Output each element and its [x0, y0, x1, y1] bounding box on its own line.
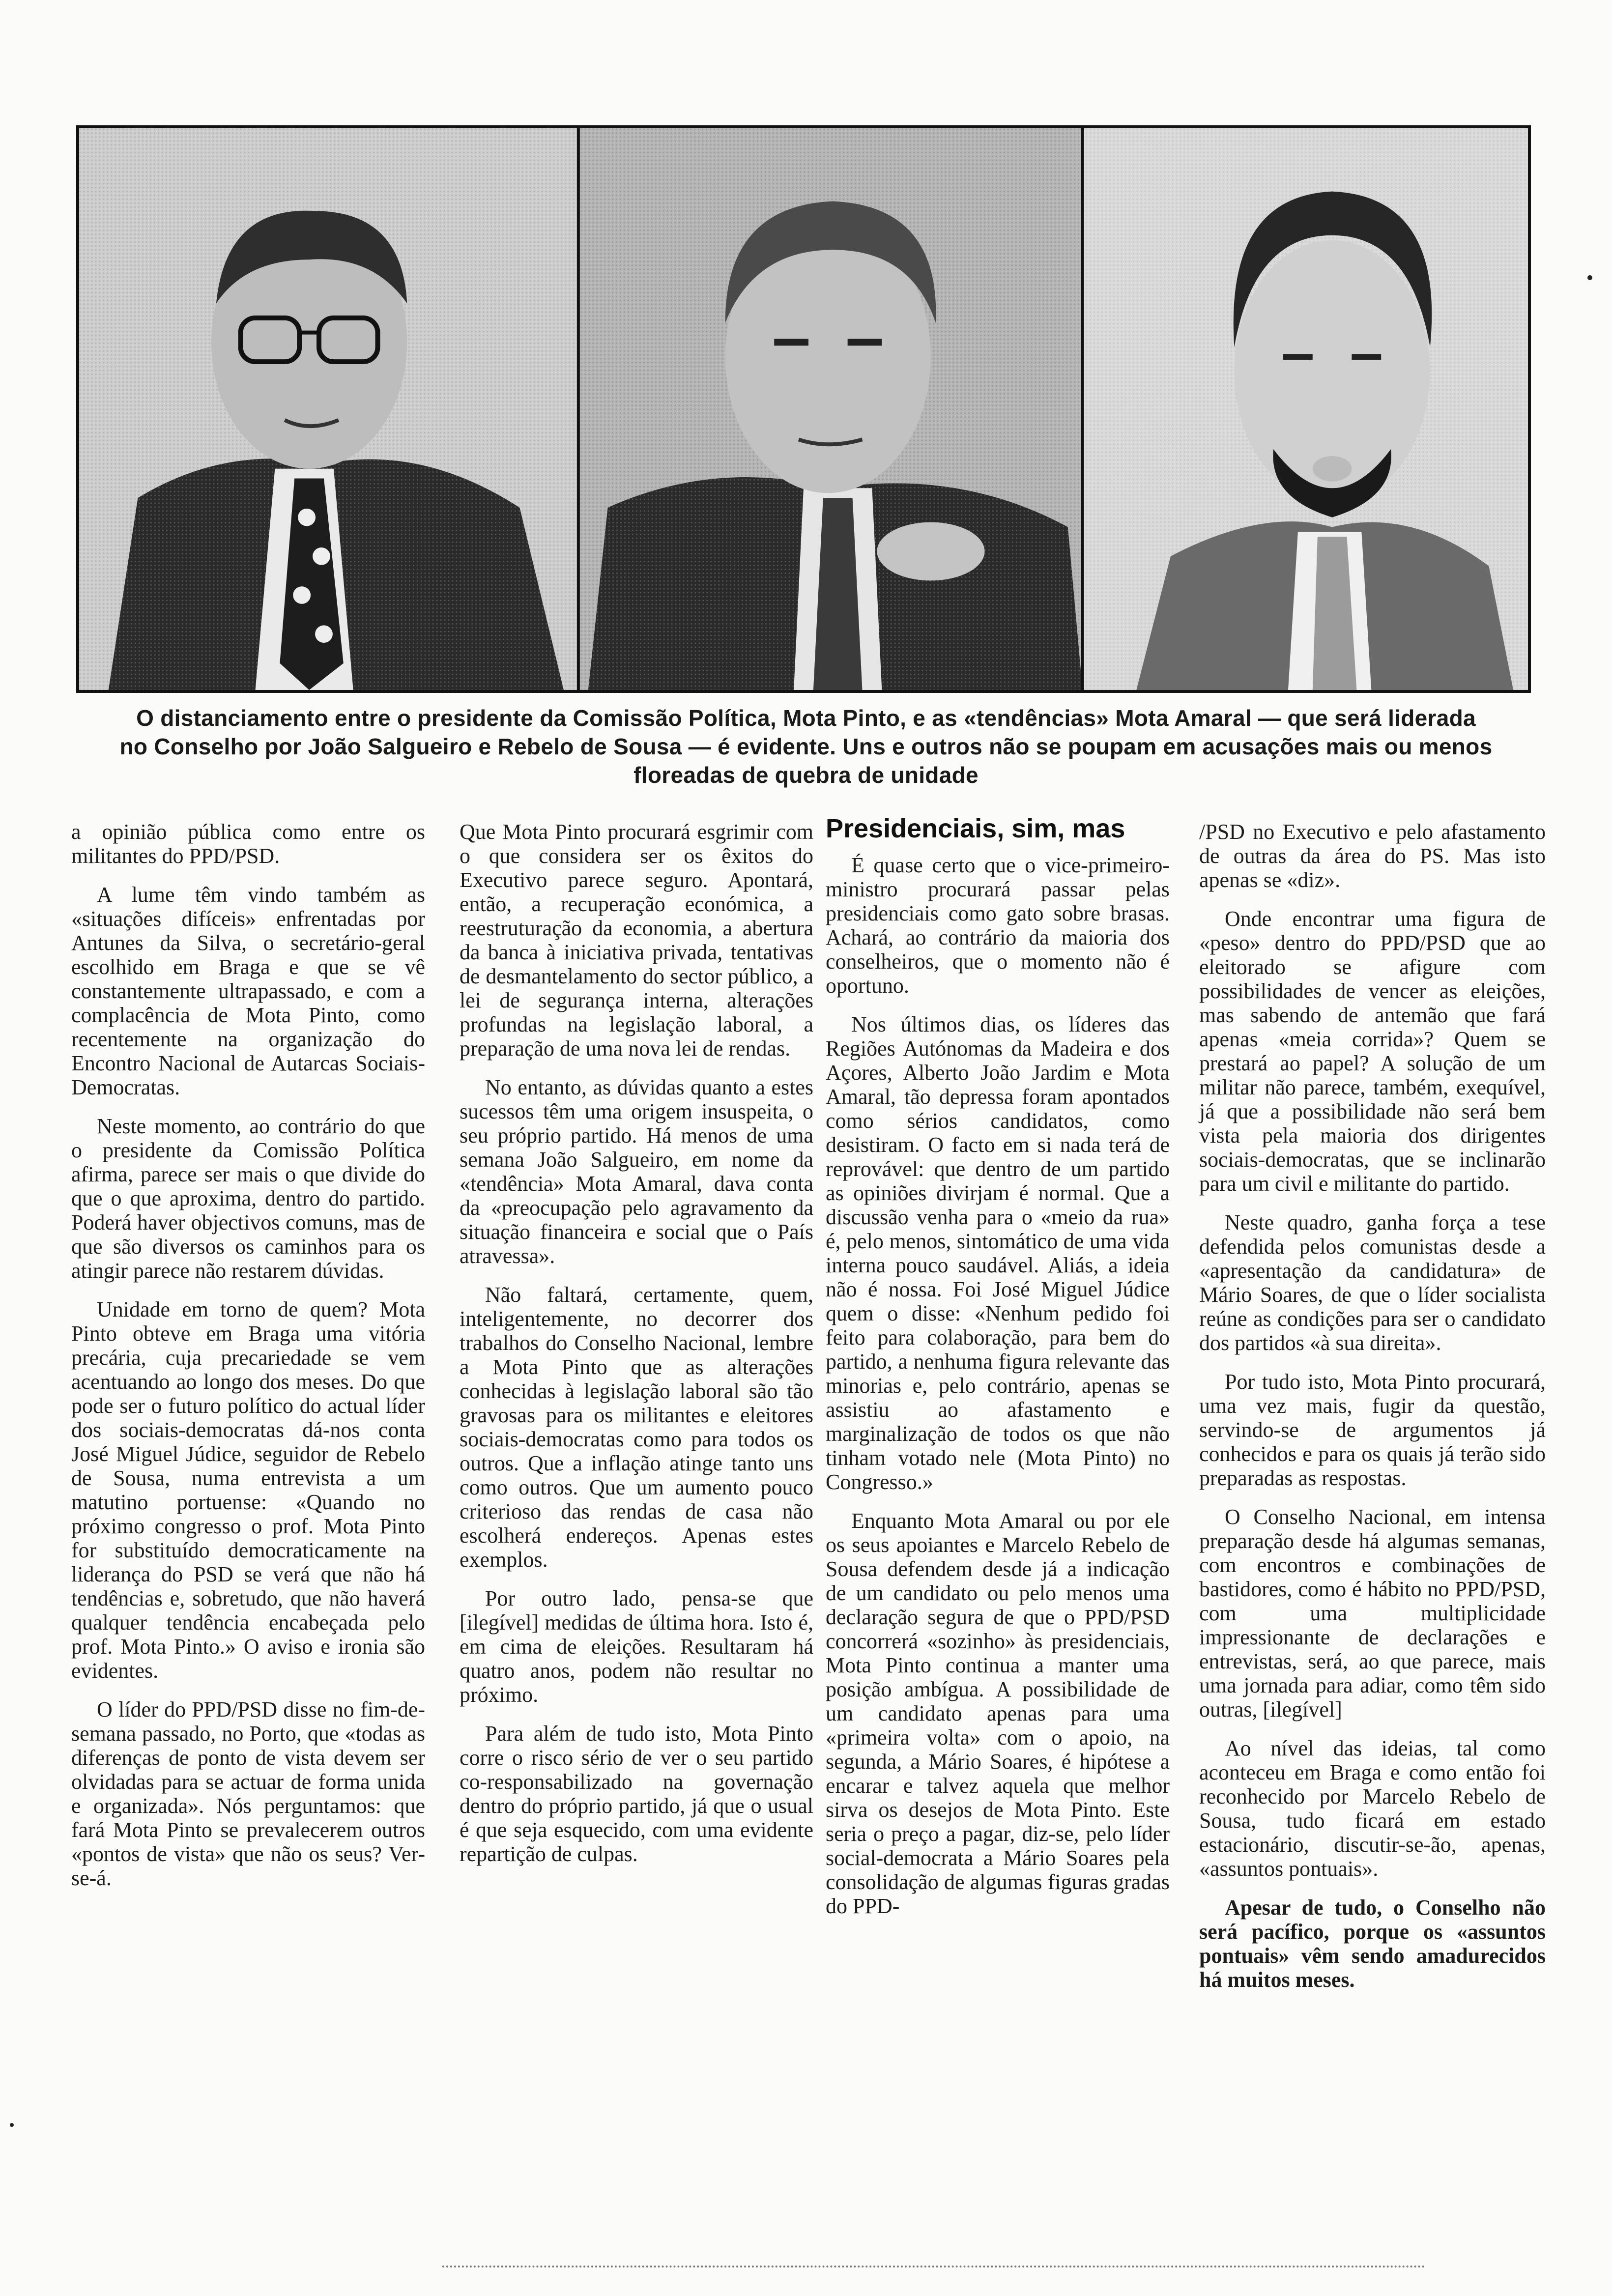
paragraph: A lume têm vindo também as «situações difíceis» enfrentadas por Antunes da Silva, o secretário-geral escolhido em Braga e que se vê constantemente ultrapassado, e com a complacência de Mota Pinto, como recentemente na organização do Encontro Nacional de Autarcas Sociais-Democratas.	[71, 883, 425, 1099]
photo-strip-graphic	[79, 128, 1528, 690]
article-column-2	[460, 820, 813, 1881]
paragraph: Apesar de tudo, o Conselho não será pacífico, porque os «assuntos pontuais» vêm sendo amadurecidos há muitos meses.	[1199, 1895, 1546, 1992]
caption-line-3: floreadas de quebra de unidade	[633, 762, 979, 788]
paragraph: Neste quadro, ganha força a tese defendida pelos comunistas desde a «apresentação da candidatura» de Mário Soares, de que o líder socialista reúne as condições para ser o candidato dos partidos «à sua direita».	[1199, 1210, 1546, 1355]
paragraph: Ao nível das ideias, tal como aconteceu em Braga e como então foi reconhecido por Marcelo Rebelo de Sousa, tudo ficará em estado estacionário, discutir-se-ão, apenas, «assuntos pontuais».	[1199, 1736, 1546, 1881]
paragraph: Não faltará, certamente, quem, inteligentemente, no decorrer dos trabalhos do Conselho Nacional, lembre a Mota Pinto que as alterações conhecidas à legislação laboral são tão gravosas para os militantes e eleitores sociais-democratas como para todos os outros. Que a inflação atinge tanto uns como outros. Que um aumento pouco criterioso das rendas de casa não escolherá endereços. Apenas estes exemplos.	[460, 1283, 813, 1572]
paragraph: a opinião pública como entre os militantes do PPD/PSD.	[71, 820, 425, 868]
paragraph: O líder do PPD/PSD disse no fim-de-semana passado, no Porto, que «todas as diferenças de ponto de vista devem ser olvidadas para se actuar de forma unida e organizada». Nós perguntamos: que fará Mota Pinto se prevalecerem outros «pontos de vista» que não os seus? Ver-se-á.	[71, 1697, 425, 1890]
article-column-4	[1199, 820, 1546, 2007]
photo-caption	[74, 704, 1538, 789]
article-column-1	[71, 820, 425, 1905]
bottom-rule	[442, 2266, 1425, 2267]
caption-line-2: no Conselho por João Salgueiro e Rebelo de Sousa — é evidente. Uns e outros não se poupam em acusações mais ou menos	[119, 734, 1493, 759]
paragraph: Por tudo isto, Mota Pinto procurará, uma vez mais, fugir da questão, servindo-se de argumentos já conhecidos e para os quais já terão sido preparadas as respostas.	[1199, 1370, 1546, 1490]
scan-artifact	[10, 2123, 14, 2127]
paragraph: Por outro lado, pensa-se que [ilegível] medidas de última hora. Isto é, em cima de eleições. Resultaram há quatro anos, podem não resultar no próximo.	[460, 1586, 813, 1707]
paragraph: O Conselho Nacional, em intensa preparação desde há algumas semanas, com encontros e combinações de bastidores, como é hábito no PPD/PSD, com uma multiplicidade impressionante de declarações e entrevistas, será, ao que parece, mais uma jornada para adiar, como têm sido outras, [ilegível]	[1199, 1505, 1546, 1722]
paragraph: Neste momento, ao contrário do que o presidente da Comissão Política afirma, parece ser mais o que divide do que o que aproxima, dentro do partido. Poderá haver objectivos comuns, mas de que são diversos os caminhos para os atingir parece não restarem dúvidas.	[71, 1114, 425, 1283]
photo-mota-amaral	[578, 128, 1083, 690]
paragraph: Para além de tudo isto, Mota Pinto corre o risco sério de ver o seu partido co-responsabilizado na governação dentro do próprio partido, já que o usual é que seja esquecido, com uma evidente repartição de culpas.	[460, 1722, 813, 1866]
paragraph: No entanto, as dúvidas quanto a estes sucessos têm uma origem insuspeita, o seu próprio partido. Há menos de uma semana João Salgueiro, em nome da «tendência» Mota Amaral, dava conta da «preocupação pelo agravamento da situação financeira e social que o País atravessa».	[460, 1075, 813, 1268]
paragraph: Unidade em torno de quem? Mota Pinto obteve em Braga uma vitória precária, cuja precariedade se vem acentuando ao longo dos meses. Do que pode ser o futuro político do actual líder dos sociais-democratas dá-nos conta José Miguel Júdice, seguidor de Rebelo de Sousa, numa entrevista a um matutino portuense: «Quando no próximo congresso o prof. Mota Pinto for substituído democraticamente na liderança do PSD se verá que não há tendências e, sobretudo, que não haverá qualquer tendência encabeçada pelo prof. Mota Pinto.» O aviso e ironia são evidentes.	[71, 1297, 425, 1683]
section-heading: Presidenciais, sim, mas	[826, 814, 1125, 843]
paragraph: Que Mota Pinto procurará esgrimir com o que considera ser os êxitos do Executivo parece seguro. Apontará, então, a recuperação económica, a reestruturação da economia, a abertura da banca à iniciativa privada, tentativas de desmantelamento do sector público, a lei de segurança interna, alterações profundas na legislação laboral, a preparação de uma nova lei de rendas.	[460, 820, 813, 1061]
photo-mota-pinto	[79, 128, 578, 690]
photo-rebelo-de-sousa	[1083, 128, 1528, 690]
article-column-3	[826, 814, 1170, 1933]
paragraph: /PSD no Executivo e pelo afastamento de outras da área do PS. Mas isto apenas se «diz».	[1199, 820, 1546, 892]
caption-line-1: O distanciamento entre o presidente da Comissão Política, Mota Pinto, e as «tendências» Mota Amaral — que será liderada	[136, 705, 1476, 731]
paragraph: É quase certo que o vice-primeiro-ministro procurará passar pelas presidenciais como gato sobre brasas. Achará, ao contrário da maioria dos conselheiros, que o momento não é oportuno.	[826, 853, 1170, 998]
scan-artifact	[1587, 275, 1592, 280]
photo-strip	[76, 125, 1531, 693]
paragraph: Nos últimos dias, os líderes das Regiões Autónomas da Madeira e dos Açores, Alberto João Jardim e Mota Amaral, tão depressa foram apontados como sérios candidatos, como desistiram. O facto em si nada terá de reprovável: que dentro de um partido as opiniões divirjam é normal. Que a discussão venha para o «meio da rua» é, pelo menos, sintomático de uma vida interna pouco saudável. Aliás, a ideia não é nossa. Foi José Miguel Júdice quem o disse: «Nenhum pedido foi feito para colaboração, para bem do partido, a nenhuma figura relevante das minorias e, pelo contrário, apenas se assistiu ao afastamento e marginalização de todos os que não tinham votado nele (Mota Pinto) no Congresso.»	[826, 1012, 1170, 1494]
paragraph: Enquanto Mota Amaral ou por ele os seus apoiantes e Marcelo Rebelo de Sousa defendem desde já a indicação de um candidato ou pelo menos uma declaração segura de que o PPD/PSD concorrerá «sozinho» às presidenciais, Mota Pinto continua a manter uma posição ambígua. A possibilidade de um candidato apenas para uma «primeira volta» com o apoio, na segunda, a Mário Soares, é hipótese a encarar e talvez aquela que melhor sirva os desejos de Mota Pinto. Este seria o preço a pagar, diz-se, pelo líder social-democrata a Mário Soares pela consolidação de algumas figuras gradas do PPD-	[826, 1509, 1170, 1918]
paragraph: Onde encontrar uma figura de «peso» dentro do PPD/PSD que ao eleitorado se afigure com possibilidades de vencer as eleições, mas sabendo de antemão que fará apenas «meia corrida»? Quem se prestará ao papel? A solução de um militar não parece, também, exequível, já que a possibilidade não será bem vista pela maioria dos dirigentes sociais-democratas, que se inclinarão para um civil e militante do partido.	[1199, 907, 1546, 1196]
